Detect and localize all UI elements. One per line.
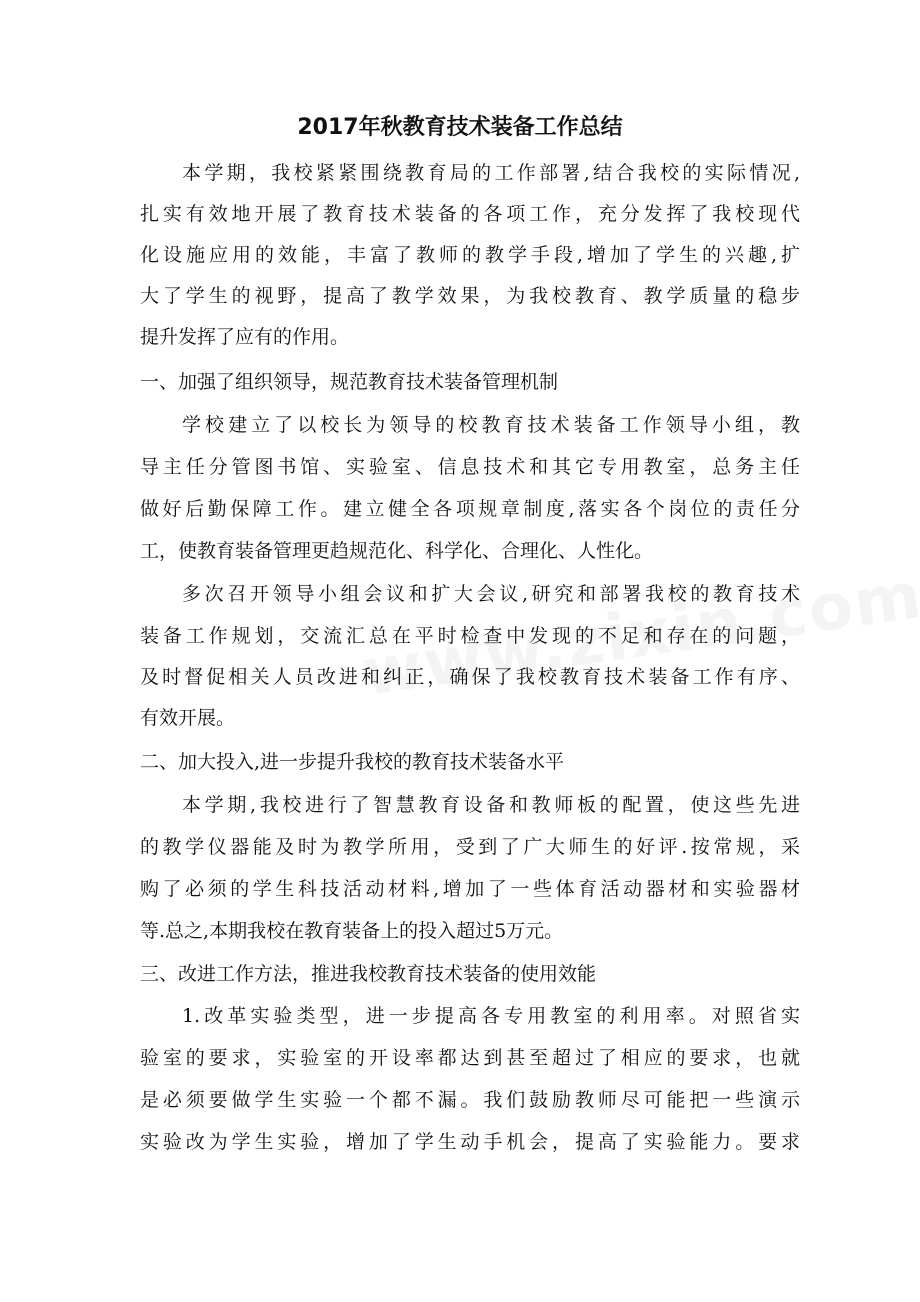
section-heading: 三、改进工作方法，推进我校教育技术装备的使用效能: [140, 963, 597, 985]
paragraph-line: 的教学仪器能及时为教学所用，受到了广大师生的好评.按常规，采: [140, 836, 800, 858]
paragraph-line: 及时督促相关人员改进和纠正，确保了我校教育技术装备工作有序、: [140, 666, 800, 688]
paragraph-line: 本学期,我校进行了智慧教育设备和教师板的配置，使这些先进: [182, 794, 800, 816]
section-heading: 二、加大投入,进一步提升我校的教育技术装备水平: [140, 751, 565, 773]
document-title: 2017年秋教育技术装备工作总结: [297, 115, 623, 140]
paragraph-line: 化设施应用的效能，丰富了教师的教学手段,增加了学生的兴趣,扩: [140, 244, 800, 266]
paragraph-line: 验室的要求，实验室的开设率都达到甚至超过了相应的要求，也就: [140, 1047, 800, 1069]
paragraph-line: 工，使教育装备管理更趋规范化、科学化、合理化、人性化。: [140, 540, 654, 562]
paragraph-line: 是必须要做学生实验一个都不漏。我们鼓励教师尽可能把一些演示: [140, 1089, 800, 1111]
paragraph-line: 大了学生的视野，提高了教学效果，为我校教育、教学质量的稳步: [140, 285, 800, 307]
paragraph-line: 学校建立了以校长为领导的校教育技术装备工作领导小组，教: [182, 414, 800, 436]
paragraph-line: 装备工作规划，交流汇总在平时检查中发现的不足和存在的问题，: [140, 625, 800, 647]
paragraph-line: 导主任分管图书馆、实验室、信息技术和其它专用教室，总务主任: [140, 456, 800, 478]
paragraph-line: 多次召开领导小组会议和扩大会议,研究和部署我校的教育技术: [182, 583, 800, 605]
paragraph-line: 有效开展。: [140, 707, 236, 729]
section-heading: 一、加强了组织领导，规范教育技术装备管理机制: [140, 371, 559, 393]
paragraph-line: 本学期，我校紧紧围绕教育局的工作部署,结合我校的实际情况,: [182, 162, 800, 184]
paragraph-line: 等.总之,本期我校在教育装备上的投入超过5万元。: [140, 920, 564, 942]
paragraph-line: 购了必须的学生科技活动材料,增加了一些体育活动器材和实验器材: [140, 878, 800, 900]
paragraph-line: 实验改为学生实验，增加了学生动手机会，提高了实验能力。要求: [140, 1131, 800, 1153]
paragraph-line: 提升发挥了应有的作用。: [140, 326, 350, 348]
paragraph-line: 做好后勤保障工作。建立健全各项规章制度,落实各个岗位的责任分: [140, 498, 800, 520]
paragraph-line: 1.改革实验类型，进一步提高各专用教室的利用率。对照省实: [182, 1005, 800, 1027]
paragraph-line: 扎实有效地开展了教育技术装备的各项工作，充分发挥了我校现代: [140, 203, 800, 225]
